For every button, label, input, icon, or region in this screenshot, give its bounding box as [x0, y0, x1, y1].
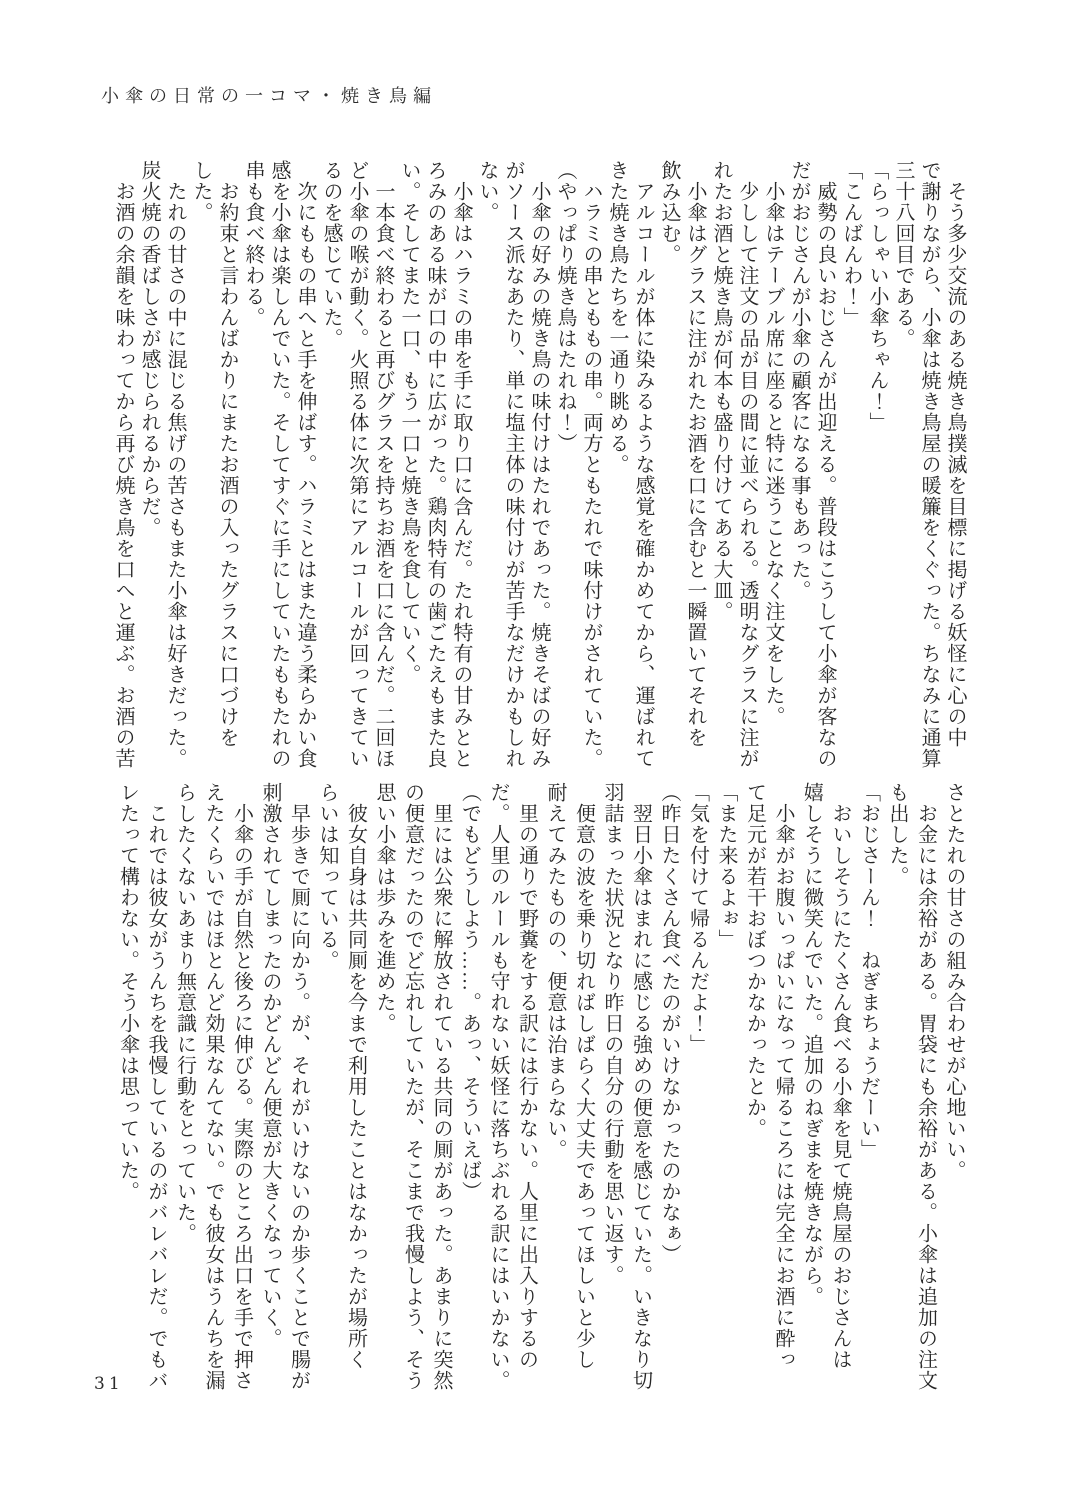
text-line: だ。人里のルールも守れない妖怪に落ちぶれる訳にはいかない。 — [487, 782, 509, 1391]
text-line: 刺激されてしまったのかどんどん便意が大きくなっていく。 — [259, 782, 281, 1349]
text-line: も出した。 — [886, 782, 908, 887]
text-line: 里の通りで野糞をする訳には行かない。人里に出入りするの — [515, 782, 538, 1370]
text-line: い。そしてまた一口、もう一口と焼き鳥を食していく。 — [398, 160, 420, 685]
text-line: ない。 — [476, 160, 498, 223]
text-line: お金には余裕がある。胃袋にも余裕がある。小傘は追加の注文 — [914, 782, 937, 1391]
text-line: の便意だったのでど忘れしていたが、そこまで我慢しよう、そう — [401, 782, 424, 1391]
text-line: たれの甘さの中に混じる焦げの苦さもまた小傘は好きだった。 — [164, 160, 186, 769]
text-line: 次にももの串へと手を伸ばす。ハラミとはまた違う柔らかい食 — [294, 160, 316, 769]
text-line: ハラミの串とももの串。両方ともたれで味付けがされていた。 — [580, 160, 602, 769]
upper-text-block — [110, 160, 968, 782]
text-line: きた焼き鳥たちを一通り眺める。 — [606, 160, 628, 475]
text-line: らいは知っている。 — [316, 782, 338, 971]
text-line: 一本食べ終わると再びグラスを持ちお酒を口に含んだ。二回ほ — [372, 160, 394, 769]
text-line: 少しして注文の品が目の間に並べられる。透明なグラスに注が — [736, 160, 758, 769]
text-line: 串も食べ終わる。 — [242, 160, 264, 328]
text-line: おいしそうにたくさん食べる小傘を見て焼鳥屋のおじさんは — [829, 782, 851, 1370]
text-line: （やっぱり焼き鳥はたれね！） — [554, 160, 576, 454]
text-line: 「らっしゃい小傘ちゃん！」 — [866, 160, 888, 433]
text-line: 炭火焼の香ばしさが感じられるからだ。 — [138, 160, 160, 538]
text-line: お約束と言わんばかりにまたお酒の入ったグラスに口づけを — [216, 160, 238, 748]
page-number: 31 — [94, 1374, 124, 1394]
text-line: ど小傘の喉が動く。火照る体に次第にアルコールが回ってきてい — [346, 160, 368, 769]
text-line: 思い小傘は歩みを進めた。 — [373, 782, 395, 1034]
text-line: 便意の波を乗り切ればしばらく大丈夫であってほしいと少し — [572, 782, 595, 1370]
text-line: （でもどうしよう……。あっ、そういえば） — [458, 782, 481, 1202]
text-line: 小傘の好みの焼き鳥の味付けはたれであった。焼きそばの好み — [528, 160, 550, 769]
text-line: 小傘はグラスに注がれたお酒を口に含むと一瞬置いてそれを — [684, 160, 706, 748]
text-line: 早歩きで厠に向かう。が、それがいけないのか歩くことで腸が — [287, 782, 310, 1391]
text-line: 嬉しそうに微笑んでいた。追加のねぎまを焼きながら。 — [800, 782, 823, 1307]
text-line: 羽詰まった状況となり昨日の自分の行動を思い返す。 — [601, 782, 623, 1286]
text-line: だがおじさんが小傘の顧客になる事もあった。 — [788, 160, 810, 601]
text-line: した。 — [190, 160, 212, 223]
text-line: お酒の余韻を味わってから再び焼き鳥を口へと運ぶ。お酒の苦 — [112, 160, 134, 769]
text-line: さとたれの甘さの組み合わせが心地いい。 — [943, 782, 965, 1181]
text-line: 里には公衆に解放されている共同の厠があった。あまりに突然 — [430, 782, 452, 1391]
text-line: 翌日小傘はまれに感じる強めの便意を感じていた。いきなり切 — [629, 782, 652, 1391]
text-line: れたお酒と焼き鳥が何本も盛り付けてある大皿。 — [710, 160, 732, 622]
text-line: 耐えてみたものの、便意は治まらない。 — [544, 782, 566, 1160]
text-line: えたくらいではほとんど効果なんてない。でも彼女はうんちを漏 — [202, 782, 224, 1391]
text-line: 小傘がお腹いっぱいになって帰るころには完全にお酒に酔っ — [772, 782, 794, 1370]
text-line: 感を小傘は楽しんでいた。そしてすぐに手にしていたももたれの — [268, 160, 290, 769]
text-line: らしたくないあまり無意識に行動をとっていた。 — [173, 782, 196, 1244]
text-line: 小傘はテーブル席に座ると特に迷うことなく注文をした。 — [762, 160, 784, 727]
text-line: 小傘はハラミの串を手に取り口に含んだ。たれ特有の甘みとと — [450, 160, 472, 769]
text-line: 小傘の手が自然と後ろに伸びる。実際のところ出口を手で押さ — [230, 782, 253, 1391]
text-line: るのを感じていた。 — [320, 160, 342, 349]
text-line: 「気を付けて帰るんだよ！」 — [686, 782, 709, 1055]
text-line: 威勢の良いおじさんが出迎える。普段はこうして小傘が客なの — [814, 160, 836, 769]
text-line: 「おじさーん！ ねぎまちょうだーい」 — [857, 782, 880, 1160]
text-line: 三十八回目である。 — [892, 160, 914, 349]
text-line: これでは彼女がうんちを我慢しているのがバレバレだ。でもバ — [145, 782, 167, 1391]
text-line: レたって構わない。そう小傘は思っていた。 — [116, 782, 139, 1202]
text-line: て足元が若干おぼつかなかったとか。 — [743, 782, 766, 1139]
text-line: がソース派なあたり、単に塩主体の味付けが苦手なだけかもしれ — [502, 160, 524, 769]
text-line: そう多少交流のある焼き鳥撲滅を目標に掲げる妖怪に心の中 — [944, 160, 966, 748]
text-line: 飲み込む。 — [658, 160, 680, 265]
text-line: 「また来るよぉ」 — [715, 782, 737, 950]
text-line: 彼女自身は共同厠を今まで利用したことはなかったが場所く — [344, 782, 367, 1370]
text-line: 「こんばんわ！」 — [840, 160, 862, 328]
page-title: 小傘の日常の一コマ・焼き鳥編 — [101, 86, 437, 106]
text-line: で謝りながら、小傘は焼き鳥屋の暖簾をくぐった。ちなみに通算 — [918, 160, 940, 769]
text-line: アルコールが体に染みるような感覚を確かめてから、運ばれて — [632, 160, 654, 769]
lower-text-block — [113, 782, 968, 1406]
text-line: （昨日たくさん食べたのがいけなかったのかなぁ） — [658, 782, 680, 1265]
text-line: ろみのある味が口の中に広がった。鶏肉特有の歯ごたえもまた良 — [424, 160, 446, 769]
